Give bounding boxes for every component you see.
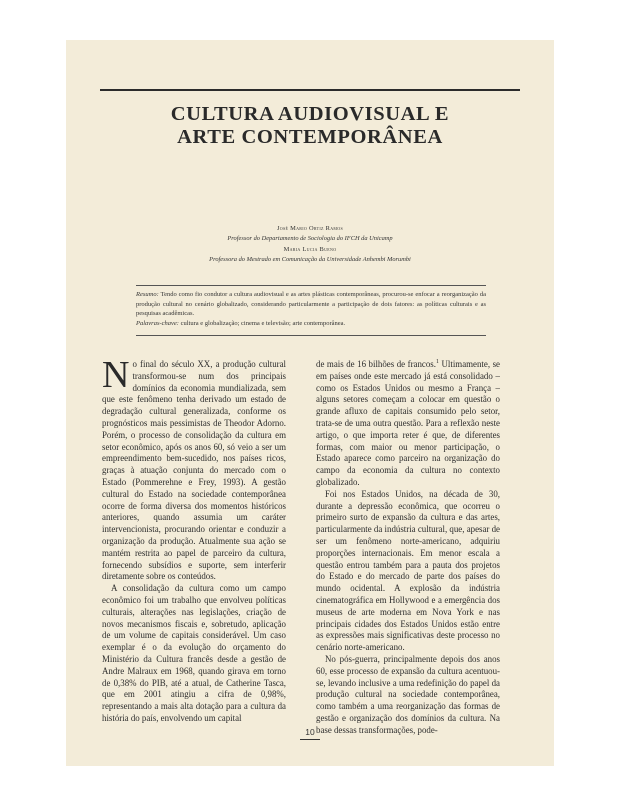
paragraph-right-1 bbox=[316, 359, 500, 489]
drop-cap: N bbox=[102, 354, 130, 396]
abstract-top-rule bbox=[136, 285, 486, 286]
resumo-label: Resumo: bbox=[136, 291, 159, 298]
authors-block bbox=[100, 224, 520, 264]
author-affiliation-1: Professor do Departamento de Sociologia do IFCH da Unicamp bbox=[227, 234, 393, 242]
paragraph-right-3: No pós-guerra, principalmente depois dos anos 60, esse processo de expansão da cultura acentuou-se, levando inclusive a uma redefinição do papel da produção cultural na sociedade contemporânea, como também a uma reorganização das formas de gestão e organização dos domínios da cultura. Na base dessas transformações, pode- bbox=[316, 653, 500, 735]
author-name-1: José Mario Ortiz Ramos bbox=[277, 225, 343, 232]
resumo-text: Tendo como fio condutor a cultura audiovisual e as artes plásticas contemporâneas, procurou-se enfocar a reorganização da produção cultural no cenário globalizado, considerando particularmente a participação de dois fatores: as políticas culturais e as pesquisas acadêmicas. bbox=[136, 291, 487, 318]
title-line-2: ARTE CONTEMPORÂNEA bbox=[177, 126, 443, 148]
author-affiliation-2: Professora do Mestrado em Comunicação da Universidade Anhembi Morumbi bbox=[209, 255, 411, 263]
page-number: 10 bbox=[305, 727, 315, 737]
paragraph-left-2: A consolidação da cultura como um campo econômico foi um trabalho que envolveu políticas culturais, alterações nas legislações, criação de novos mecanismos fiscais e, sobretudo, aplicação de um volume de capitais considerável. Um caso exemplar é o da evolução do orçamento do Ministério da Cultura francês desde a gestão de Andre Malraux em 1968, quando girava em torno de 0,38% do PIB, até a atual, de Catherine Tasca, que em 2001 atingiu a cifra de 0,98%, representando a mais alta dotação para a cultura da história do país, envolvendo um capital bbox=[102, 583, 286, 723]
author-name-2: Maria Lucia Bueno bbox=[283, 246, 337, 254]
title-line-1: CULTURA AUDIOVISUAL E bbox=[170, 103, 450, 125]
top-rule bbox=[100, 89, 520, 91]
abstract-bottom-rule bbox=[136, 335, 486, 336]
paragraph-left-1 bbox=[102, 354, 286, 583]
footnote-ref-1[interactable]: 1 bbox=[435, 359, 439, 366]
abstract-keywords bbox=[136, 319, 486, 329]
paragraph-left-1-text: o final do século XX, a produção cultural transformou-se num dos principais domínios da economia mundializada, sem que este fenômeno tenha derivado um estado de degradação cultural generalizada, conforme os prognósticos mais pessimistas de Theodor Adorno. Porém, o processo de consolidação da cultura em setor econômico, após os anos 60, só veio a ser um empreendimento bem-sucedido, nos países ricos, graças à atuação conjunta do mercado com o Estado (Pommerehne e Frey, 1993). A gestão cultural do Estado na sociedade contemporânea ocorre de forma diversa dos momentos históricos anteriores, quando assumia um caráter intervencionista, procurando orientar e conduzir a organização da produção. Atualmente sua ação se mantém restrita ao papel de parceiro da cultura, fornecendo subsídios e suporte, sem interferir diretamente sobre os conteúdos. bbox=[102, 359, 286, 582]
paragraph-right-2: Foi nos Estados Unidos, na década de 30, durante a depressão econômica, que ocorreu o primeiro surto de expansão da cultura e das artes, particularmente da indústria cultural, que, apesar de ser um fenômeno norte-americano, adquiriu proporções internacionais. Em menor escala a questão entrou também para a pauta dos projetos do Estado e do mercado de parte dos países do mundo ocidental. A explosão da indústria cinematográfica em Hollywood e a emergência dos museus de arte moderna em Nova York e nas principais cidades dos Estados Unidos estão entre as expressões mais significativas deste processo no cenário norte-americano. bbox=[316, 488, 500, 653]
abstract-block bbox=[136, 290, 486, 328]
paragraph-right-1-b: Ultimamente, se em países onde este mercado já está consolidado – como os Estados Unidos ou mesmo a França – alguns setores começam a colocar em questão o grande afluxo de capitais consumido pelo setor, trata-se de uma outra questão. Para a reflexão neste artigo, o que importa reter é que, de diferentes formas, com maior ou menor participação, o Estado aparece como parceiro na organização do campo da economia da cultura no contexto globalizado. bbox=[316, 359, 500, 487]
body-column-right bbox=[316, 359, 500, 737]
body-column-left bbox=[102, 354, 286, 725]
article-title bbox=[100, 103, 520, 149]
keywords-text: cultura e globalização; cinema e televisão; arte contemporânea. bbox=[180, 319, 346, 327]
page-number-underline bbox=[300, 739, 320, 740]
paragraph-right-1-a: de mais de 16 bilhões de francos. bbox=[316, 359, 436, 369]
keywords-label: Palavras-chave: bbox=[136, 319, 179, 327]
abstract-resumo bbox=[136, 290, 486, 319]
